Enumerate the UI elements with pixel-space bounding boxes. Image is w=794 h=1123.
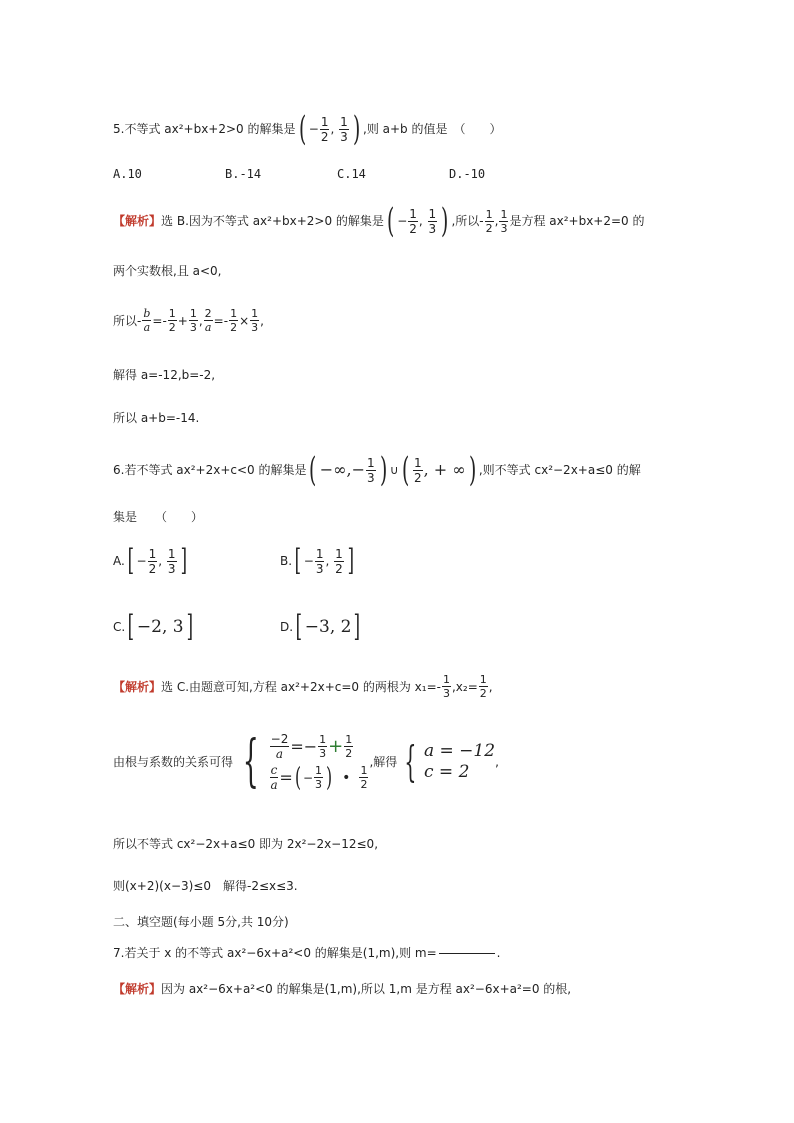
minus-sign: − — [351, 460, 365, 479]
fraction: $\frac{-2}{a}$ — [270, 732, 289, 761]
left-paren: ( — [386, 201, 395, 241]
q6-solution-line3: 所以不等式 cx²−2x+a≤0 即为 2x²−2x−12≤0, — [113, 837, 379, 851]
fraction: 1 3 — [167, 546, 176, 576]
fraction: $\frac{1}{3}$ — [315, 764, 323, 791]
comma: , — [495, 755, 499, 769]
pos-infinity: + ∞ — [433, 460, 466, 479]
q5-stem: 5.不等式 ax²+bx+2>0 的解集是 ( − $\frac{1}{2}$ , 1 3 ) ,则 a+b 的值是 （ ） — [113, 109, 502, 149]
q5-solution-line2: 两个实数根,且 a<0, — [113, 264, 222, 278]
solution-text: 所以- — [113, 313, 142, 328]
q5-solution-line1: 【解析】 选 B.因为不等式 ax²+bx+2>0 的解集是 ( − $\frac{1}{2}$ , 1 3 ) ,所以- 1 2 , 1 3 是方程 ax²+bx+2=0 的 — [113, 201, 645, 241]
right-bracket: ] — [186, 609, 193, 644]
fraction: 1 3 — [500, 207, 508, 235]
q6-solution-line1 — [113, 674, 493, 699]
fraction: $\frac{1}{2}$ — [345, 733, 353, 760]
option-a[interactable]: A.10 — [113, 167, 142, 181]
solution-tag: 【解析】 — [113, 214, 162, 228]
right-bracket: ] — [180, 543, 187, 578]
solution-tag: 【解析】 — [113, 679, 162, 694]
solution-text: 因为 ax²−6x+a²<0 的解集是(1,m),所以 1,m 是方程 ax²−6x+a²=0 的根, — [161, 982, 572, 996]
answer-a: a = −12 — [424, 741, 496, 761]
fraction: 1 3 — [340, 114, 348, 144]
solution-text: ,x₂= — [451, 679, 478, 694]
q7-stem — [113, 947, 500, 959]
q6-stem-text: 6.若不等式 ax²+2x+c<0 的解集是 — [113, 463, 307, 477]
fraction: $\frac{c}{a}$ — [270, 763, 278, 792]
plus: + — [177, 313, 188, 328]
fraction: $\frac{1}{3}$ — [366, 455, 375, 485]
q6-stem-text-2: ,则不等式 cx²−2x+a≤0 的解 — [478, 463, 641, 477]
right-paren: ) — [379, 450, 387, 490]
fraction: $\frac{2}{a}$ — [204, 307, 212, 334]
fraction: 1 2 — [335, 546, 343, 576]
left-paren: ( — [298, 109, 306, 149]
solution-tag: 【解析】 — [113, 982, 162, 996]
answer-c: c = 2 — [424, 762, 470, 782]
q6-solution-line4: 则(x+2)(x−3)≤0 解得-2≤x≤3. — [113, 879, 298, 893]
right-paren: ) — [441, 201, 449, 241]
union-symbol: ∪ — [389, 463, 399, 477]
fraction: $\frac{1}{3}$ — [319, 733, 327, 760]
fraction: $\frac{1}{2}$ — [320, 114, 329, 144]
q5-options — [113, 168, 561, 180]
solve-label: ,解得 — [369, 755, 398, 769]
period: . — [496, 946, 501, 960]
q5-solution-line5: 所以 a+b=-14. — [113, 411, 200, 425]
fraction: $\frac{b}{a}$ — [143, 307, 151, 334]
right-bracket: ] — [354, 609, 361, 644]
q5-stem-text: 5.不等式 ax²+bx+2>0 的解集是 — [113, 122, 296, 136]
option-label: C. — [113, 620, 126, 634]
solution-text: 选 B.因为不等式 ax²+bx+2>0 的解集是 — [161, 214, 384, 228]
comma: , — [260, 313, 264, 328]
q6-option-d[interactable] — [280, 609, 363, 644]
right-paren: ) — [352, 109, 361, 149]
q6-option-c[interactable] — [113, 609, 195, 644]
right-bracket: ] — [347, 543, 354, 578]
comma: , — [488, 679, 493, 694]
solution-text: ,所以- — [451, 214, 484, 228]
solution-text: 选 C.由题意可知,方程 ax²+2x+c=0 的两根为 x₁=- — [161, 679, 441, 694]
left-paren: ( — [309, 450, 317, 490]
equals: =- — [152, 313, 167, 328]
q6-option-b[interactable]: B. [ − $\frac{1}{3}$ , 1 2 ] — [280, 543, 354, 578]
option-label: A. — [113, 554, 125, 568]
q7-solution-line1 — [113, 983, 571, 995]
q5-solution-line4: 解得 a=-12,b=-2, — [113, 368, 216, 382]
q6-stem-line2: 集是 （ ） — [113, 510, 204, 524]
section-heading: 二、填空题(每小题 5分,共 10分) — [113, 915, 289, 929]
left-brace: { — [242, 729, 259, 794]
answer-stack — [424, 743, 495, 781]
option-d[interactable]: D.-10 — [449, 167, 486, 181]
equation-1: $\frac{-2}{a}$ = − $\frac{1}{3}$ + $\frac{1}{2}$ — [270, 732, 353, 761]
neg-infinity: −∞, — [319, 460, 352, 479]
fraction: 1 2 — [485, 207, 493, 235]
fraction: 1 3 — [428, 206, 437, 236]
equals: =- — [213, 313, 229, 328]
times: × — [239, 313, 250, 328]
left-bracket: [ — [294, 543, 302, 578]
option-label: D. — [280, 620, 294, 634]
fraction: 1 2 — [360, 764, 368, 791]
q5-stem-text-2: ,则 a+b 的值是 （ ） — [363, 122, 502, 136]
solution-text: 是方程 ax²+bx+2=0 的 — [509, 214, 645, 228]
option-c[interactable]: C.14 — [337, 167, 366, 181]
option-label: B. — [280, 554, 293, 568]
fraction: $\frac{1}{2}$ — [479, 673, 487, 700]
left-paren: ( — [401, 450, 409, 490]
fraction: $\frac{1}{2}$ — [409, 206, 417, 236]
fraction: $\frac{1}{3}$ — [251, 307, 259, 334]
option-value: −2, 3 — [136, 617, 184, 637]
fraction: $\frac{1}{3}$ — [315, 546, 324, 576]
fraction: 1 2 — [413, 455, 422, 485]
equation-2: $\frac{c}{a}$ = ( − $\frac{1}{3}$ ) • 1 2 — [270, 762, 368, 793]
left-bracket: [ — [295, 609, 303, 644]
q6-system — [113, 729, 499, 794]
option-value: −3, 2 — [304, 617, 352, 637]
left-bracket: [ — [127, 609, 135, 644]
comma: , — [198, 313, 203, 328]
minus-sign: − — [308, 122, 319, 136]
fraction: 1 3 — [442, 673, 450, 700]
answer-blank[interactable] — [439, 953, 495, 954]
option-b[interactable]: B.-14 — [225, 167, 262, 181]
right-paren: ) — [468, 450, 476, 490]
q5-solution-line3 — [113, 308, 264, 333]
fraction: $\frac{1}{2}$ — [230, 307, 238, 334]
fraction: $\frac{1}{2}$ — [148, 546, 157, 576]
fraction: 1 2 — [168, 307, 176, 334]
q7-stem-text: 7.若关于 x 的不等式 ax²−6x+a²<0 的解集是(1,m),则 m= — [113, 946, 437, 960]
system-label: 由根与系数的关系可得 — [113, 755, 234, 769]
comma: , — [494, 214, 499, 228]
left-bracket: [ — [127, 543, 134, 578]
minus-sign: − — [397, 214, 408, 228]
equation-stack — [269, 733, 370, 791]
fraction: $\frac{1}{3}$ — [189, 307, 197, 334]
left-brace: { — [404, 737, 417, 786]
q6-stem: 6.若不等式 ax²+2x+c<0 的解集是 ( −∞, − $\frac{1}{3}$ ) ∪ ( 1 2 , + ∞ ) ,则不等式 cx²−2x+a≤0 的解 — [113, 450, 641, 490]
q6-option-a[interactable]: A. [ − $\frac{1}{2}$ , 1 3 ] — [113, 543, 187, 578]
